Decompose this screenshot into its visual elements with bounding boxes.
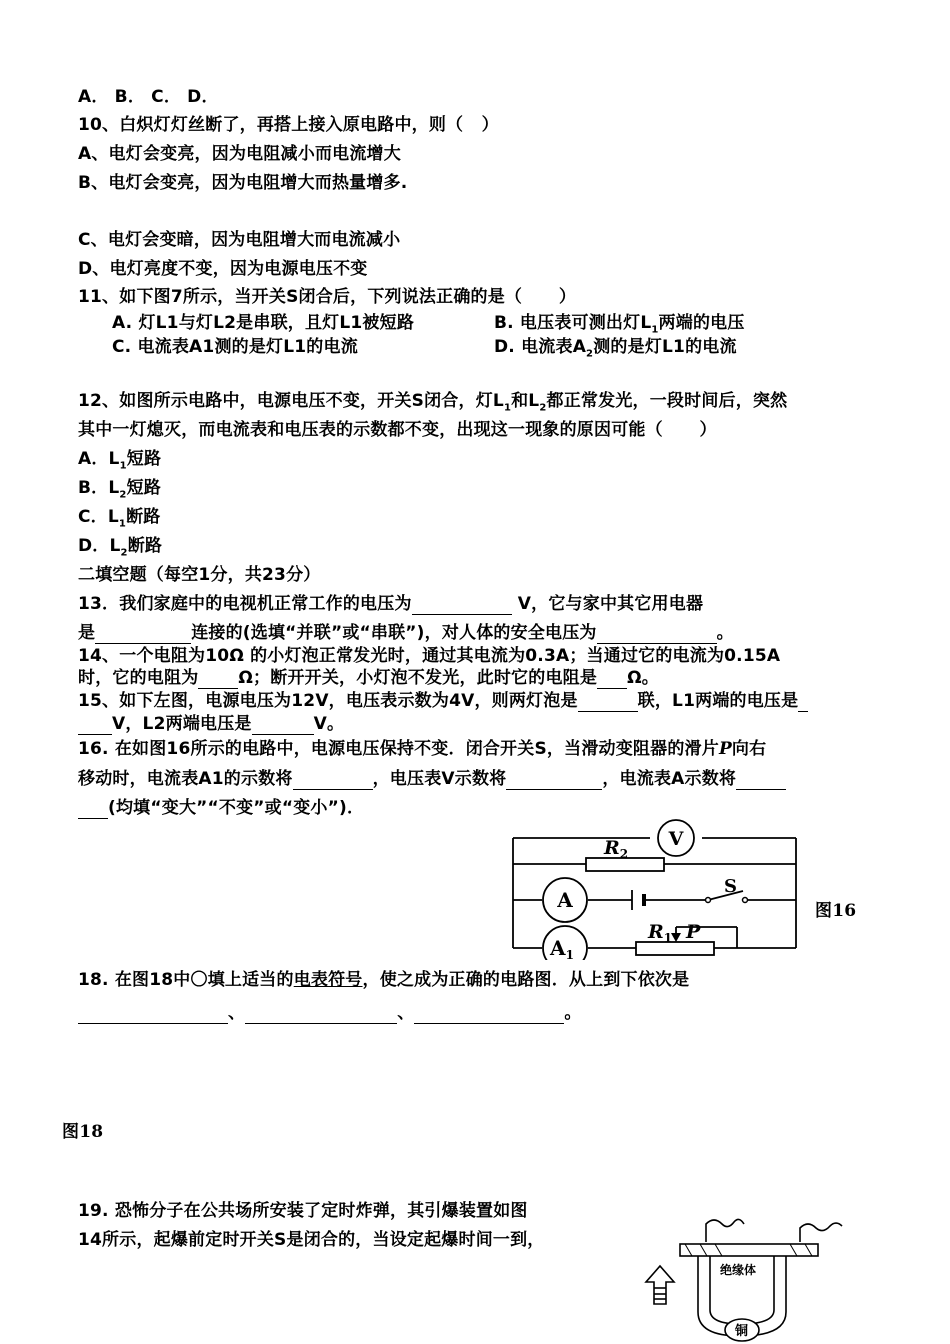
q14-line1: 14、一个电阻为10Ω 的小灯泡正常发光时，通过其电流为0.3A；当通过它的电流为0.15A bbox=[78, 646, 781, 666]
q11-option-b: B. 电压表可测出灯$L_1$两端的电压 bbox=[494, 313, 745, 336]
q14-blank-2[interactable] bbox=[597, 670, 627, 689]
q15-blank-3[interactable] bbox=[252, 716, 314, 735]
q11-option-c: C. 电流表A1测的是灯L1的电流 bbox=[112, 337, 358, 357]
q10-option-c: C、电灯会变暗，因为电阻增大而电流减小 bbox=[78, 230, 401, 250]
q15-line1: 15、如下左图，电源电压为12V，电压表示数为4V，则两灯泡是 联，L1两端的电压是 bbox=[78, 690, 808, 712]
q14-line2: 时，它的电阻为 Ω；断开开关，小灯泡不发光，此时它的电阻是 Ω。 bbox=[78, 668, 659, 688]
figure-19-device bbox=[640, 1212, 870, 1344]
copper-label: 铜 bbox=[735, 1324, 749, 1339]
insulator-label: 绝缘体 bbox=[720, 1263, 757, 1277]
q13-blank-2[interactable] bbox=[95, 625, 191, 644]
q15-blank-1[interactable] bbox=[578, 693, 638, 712]
figure-18-caption: 图18 bbox=[62, 1122, 104, 1142]
q13-blank-3[interactable] bbox=[597, 625, 717, 644]
q12-stem-line2: 其中一灯熄灭，而电流表和电压表的示数都不变，出现这一现象的原因可能（ ） bbox=[78, 420, 717, 440]
q12-option-d: D．$L_2$断路 bbox=[78, 536, 163, 559]
q12-stem-line1: 12、如图所示电路中，电源电压不变，开关S闭合，灯$L_1$和$L_2$都正常发光，一段时间后，突然 bbox=[78, 391, 788, 414]
q14-blank-1[interactable] bbox=[198, 670, 238, 689]
q12-option-a: A．$L_1$短路 bbox=[78, 449, 162, 472]
q15-blank-2b[interactable] bbox=[78, 716, 112, 735]
q11-stem: 11、如下图7所示，当开关S闭合后，下列说法正确的是（ ） bbox=[78, 287, 577, 307]
q19-line1: 19. 恐怖分子在公共场所安装了定时炸弹，其引爆装置如图 bbox=[78, 1201, 528, 1221]
q16-line1: 16. 在如图16所示的电路中，电源电压保持不变．闭合开关S，当滑动变阻器的滑片P向右 bbox=[78, 739, 767, 759]
q13-blank-1[interactable] bbox=[412, 596, 512, 615]
q16-blank-3b[interactable] bbox=[78, 800, 108, 819]
q13-line1: 13．我们家庭中的电视机正常工作的电压为 V，它与家中其它用电器 bbox=[78, 594, 704, 614]
q9-options: A． B． C． D． bbox=[78, 87, 219, 107]
q12-option-c: C．$L_1$断路 bbox=[78, 507, 161, 530]
label-a1: $A_1$ bbox=[550, 936, 574, 960]
q11-option-a: A. 灯L1与灯L2是串联，且灯L1被短路 bbox=[112, 313, 415, 333]
q10-option-d: D、电灯亮度不变，因为电源电压不变 bbox=[78, 259, 368, 279]
section-heading: 二填空题（每空1分，共23分） bbox=[78, 565, 321, 585]
q10-option-a: A、电灯会变亮，因为电阻减小而电流增大 bbox=[78, 144, 401, 164]
switch-contact-right bbox=[743, 898, 748, 903]
label-p: P bbox=[686, 921, 701, 943]
q15-blank-2a[interactable] bbox=[798, 693, 808, 712]
q10-option-b: B、电灯会变亮，因为电阻增大而热量增多. bbox=[78, 173, 408, 193]
q19-line2: 14所示，起爆前定时开关S是闭合的，当设定起爆时间一到， bbox=[78, 1230, 545, 1250]
resistor-r1 bbox=[636, 942, 714, 955]
q13-line2: 是 连接的(选填“并联”或“串联”)，对人体的安全电压为 。 bbox=[78, 623, 734, 643]
q16-blank-1[interactable] bbox=[293, 771, 373, 790]
figure-16-caption: 图16 bbox=[815, 901, 857, 921]
q18-blank-2[interactable] bbox=[245, 1005, 397, 1024]
figure-16-circuit bbox=[500, 818, 810, 960]
q18-blank-1[interactable] bbox=[78, 1005, 228, 1024]
q16-line2: 移动时，电流表A1的示数将 ，电压表V示数将 ，电流表A示数将 bbox=[78, 768, 786, 790]
q11-option-d: D. 电流表$A_2$测的是灯L1的电流 bbox=[494, 337, 737, 360]
q16-line3: (均填“变大”“不变”或“变小”)． bbox=[78, 797, 364, 819]
q18-answer-line: 、 、 。 bbox=[78, 1002, 582, 1024]
q10-stem: 10、白炽灯灯丝断了，再搭上接入原电路中，则（ ） bbox=[78, 115, 499, 135]
q18-blank-3[interactable] bbox=[414, 1005, 564, 1024]
q12-option-b: B．$L_2$短路 bbox=[78, 478, 161, 501]
switch-contact-left bbox=[706, 898, 711, 903]
slider-arrowhead bbox=[671, 933, 681, 942]
q16-blank-3a[interactable] bbox=[736, 771, 786, 790]
wire-right bbox=[800, 1223, 842, 1242]
wire-left bbox=[706, 1219, 744, 1242]
label-r1: $R_1$ bbox=[648, 921, 673, 945]
label-r2: $R_2$ bbox=[604, 837, 629, 861]
label-s: S bbox=[724, 876, 737, 897]
q16-blank-2[interactable] bbox=[506, 771, 602, 790]
label-a: A bbox=[557, 888, 573, 912]
label-v: V bbox=[668, 828, 684, 850]
q15-line2: V，L2两端电压是 V。 bbox=[78, 713, 344, 735]
q18-line1: 18. 在图18中〇填上适当的电表符号，使之成为正确的电路图．从上到下依次是 bbox=[78, 970, 690, 990]
